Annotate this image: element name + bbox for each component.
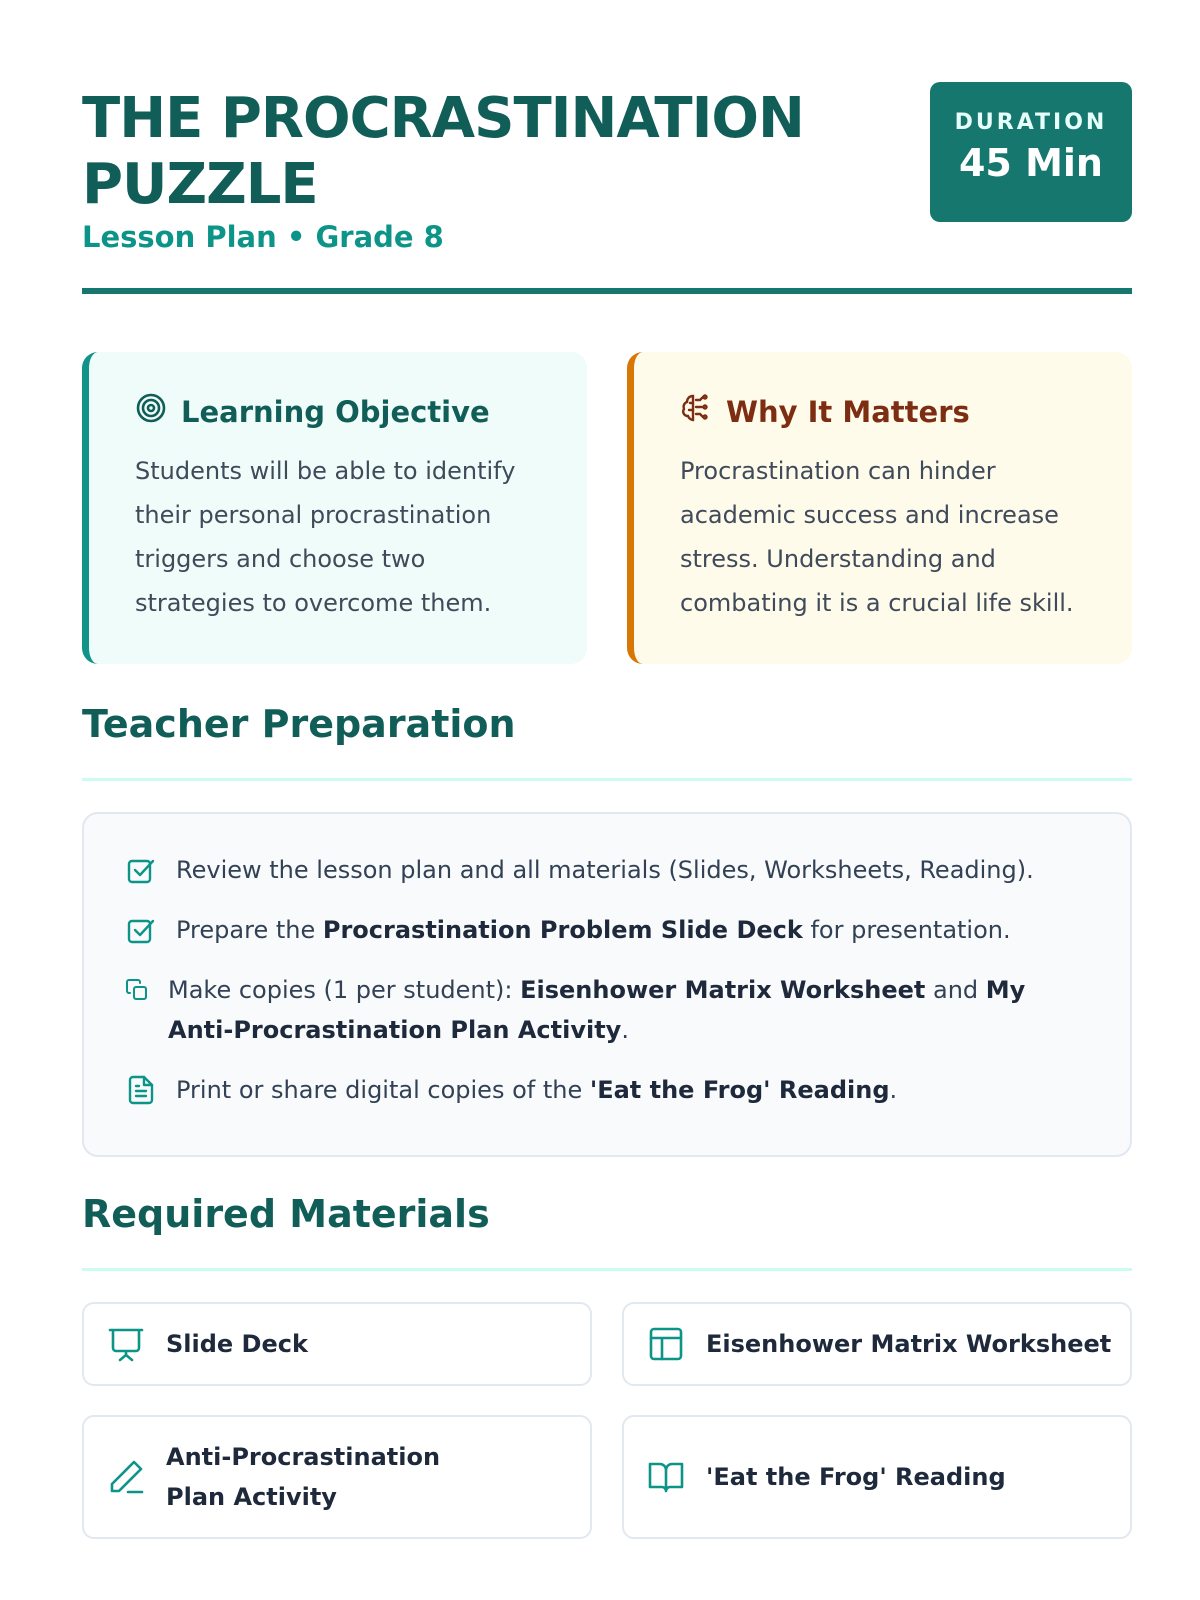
teacher-preparation-list (82, 812, 1132, 1157)
material-eisenhower-worksheet (622, 1302, 1132, 1386)
why-it-matters-heading (680, 392, 1092, 431)
material-anti-procrastination-plan (82, 1415, 592, 1539)
material-label: Anti-Procrastination Plan Activity (166, 1443, 441, 1511)
list-item (124, 970, 1090, 1050)
duration-label: DURATION (954, 110, 1108, 135)
brain-icon (680, 392, 712, 431)
document-icon (124, 1070, 158, 1110)
page-title: THE PROCRASTINATION PUZZLE (82, 86, 804, 217)
learning-objective-card (82, 352, 587, 664)
checkbox-icon (124, 910, 158, 950)
prep-item-text: Print or share digital copies of the 'Eat the Frog' Reading. (176, 1076, 898, 1104)
required-materials-heading: Required Materials (82, 1192, 490, 1236)
duration-badge (930, 82, 1132, 222)
pencil-icon (106, 1458, 146, 1496)
teacher-preparation-heading: Teacher Preparation (82, 702, 516, 746)
required-materials-divider (82, 1268, 1132, 1271)
material-label: Slide Deck (166, 1330, 308, 1358)
prep-item-text: Prepare the Procrastination Problem Slide Deck for presentation. (176, 916, 1011, 944)
learning-objective-text: Students will be able to identify their personal procrastination triggers and choose two strategies to overcome them. (135, 457, 516, 617)
book-icon (646, 1460, 686, 1494)
learning-objective-heading (135, 392, 547, 431)
header-divider (82, 288, 1132, 294)
prep-item-text: Review the lesson plan and all materials (Slides, Worksheets, Reading). (176, 856, 1034, 884)
why-it-matters-card (627, 352, 1132, 664)
teacher-preparation-divider (82, 778, 1132, 781)
checkbox-icon (124, 850, 158, 890)
lesson-header (82, 80, 1132, 300)
presentation-icon (106, 1325, 146, 1363)
material-eat-the-frog-reading (622, 1415, 1132, 1539)
material-label: Eisenhower Matrix Worksheet (706, 1330, 1112, 1358)
list-item (124, 1070, 1090, 1110)
material-slide-deck (82, 1302, 592, 1386)
learning-objective-title: Learning Objective (181, 394, 490, 429)
why-it-matters-text: Procrastination can hinder academic success and increase stress. Understanding and combating it is a crucial life skill. (680, 457, 1074, 617)
list-item (124, 910, 1090, 950)
list-item (124, 850, 1090, 890)
target-icon (135, 392, 167, 431)
page-subtitle: Lesson Plan • Grade 8 (82, 220, 444, 254)
duration-value: 45 Min (958, 141, 1103, 185)
copy-icon (124, 970, 150, 1010)
material-label: 'Eat the Frog' Reading (706, 1463, 1006, 1491)
layout-icon (646, 1326, 686, 1362)
why-it-matters-title: Why It Matters (726, 394, 970, 429)
prep-item-text: Make copies (1 per student): Eisenhower Matrix Worksheet and My Anti-Procrastination Plan Activity. (168, 976, 1026, 1044)
